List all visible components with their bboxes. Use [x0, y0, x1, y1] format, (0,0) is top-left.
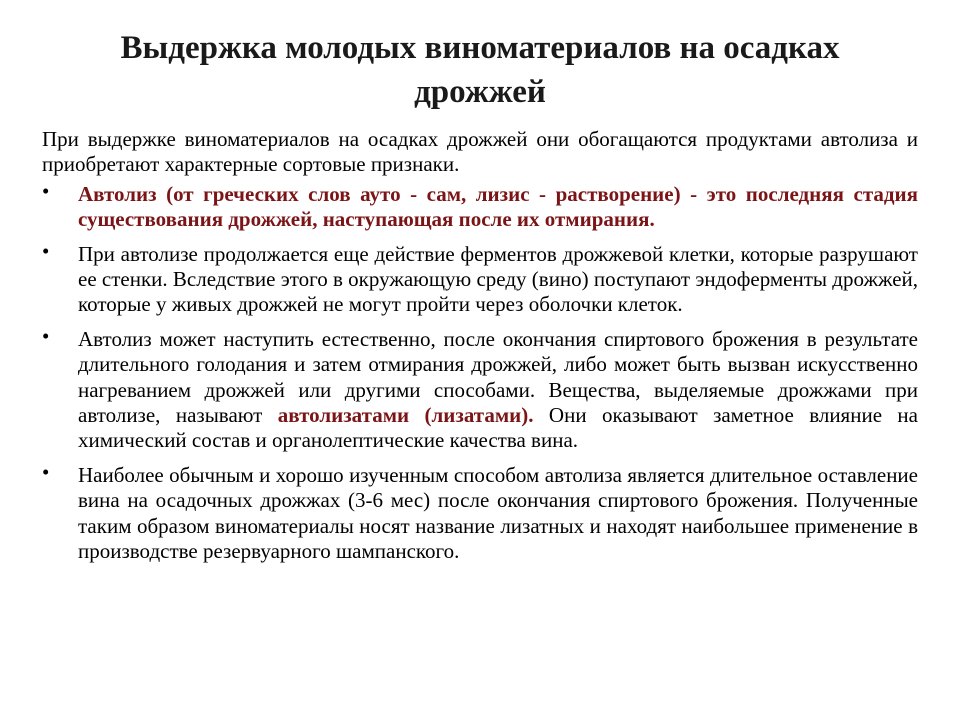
- bullet-item-autolysates: [42, 323, 918, 454]
- intro-paragraph: При выдержке виноматериалов на осадках дрожжей они обогащаются продуктами автолиза и приобретают характерные сортовые признаки.: [42, 127, 918, 177]
- bullet-item-method: [42, 459, 918, 565]
- bullet-icon: •: [42, 238, 50, 263]
- bullet-text: Автолиз может наступить естественно, после окончания спиртового брожения в результате длительного голодания и затем отмирания дрожжей, либо может быть вызван искусственно нагреванием дрожжей или другими способами. Вещества, выделяемые дрожжами при автолизе, называют: [78, 326, 918, 428]
- bullet-icon: •: [42, 178, 50, 203]
- autolysates-term: автолизатами (лизатами).: [277, 403, 534, 428]
- bullet-icon: •: [42, 323, 50, 348]
- slide-content: [42, 127, 918, 574]
- bullet-icon: •: [42, 459, 50, 484]
- bullet-text: Они оказывают заметное влияние на химический состав и органолептические качества вина.: [78, 403, 918, 453]
- bullet-list: [42, 178, 918, 565]
- bullet-item-enzymes: [42, 238, 918, 318]
- autolysis-definition: Автолиз (от греческих слов ауто - сам, лизис - растворение) - это последняя стадия существования дрожжей, наступающая после их отмирания.: [78, 181, 918, 232]
- bullet-text: Наиболее обычным и хорошо изученным способом автолиза является длительное оставление вина на осадочных дрожжах (3-6 мес) после окончания спиртового брожения. Полученные таким образом виноматериалы носят название лизатных и находят наибольшее применение в производстве резервуарного шампанского.: [78, 462, 918, 564]
- bullet-item-definition: [42, 178, 918, 233]
- bullet-text: При автолизе продолжается еще действие ферментов дрожжевой клетки, которые разрушают ее стенки. Вследствие этого в окружающую среду (вино) поступают эндоферменты дрожжей, которые у живых дрожжей не могут пройти через оболочки клеток.: [78, 241, 918, 317]
- slide-title: Выдержка молодых виноматериалов на осадках дрожжей: [120, 30, 840, 110]
